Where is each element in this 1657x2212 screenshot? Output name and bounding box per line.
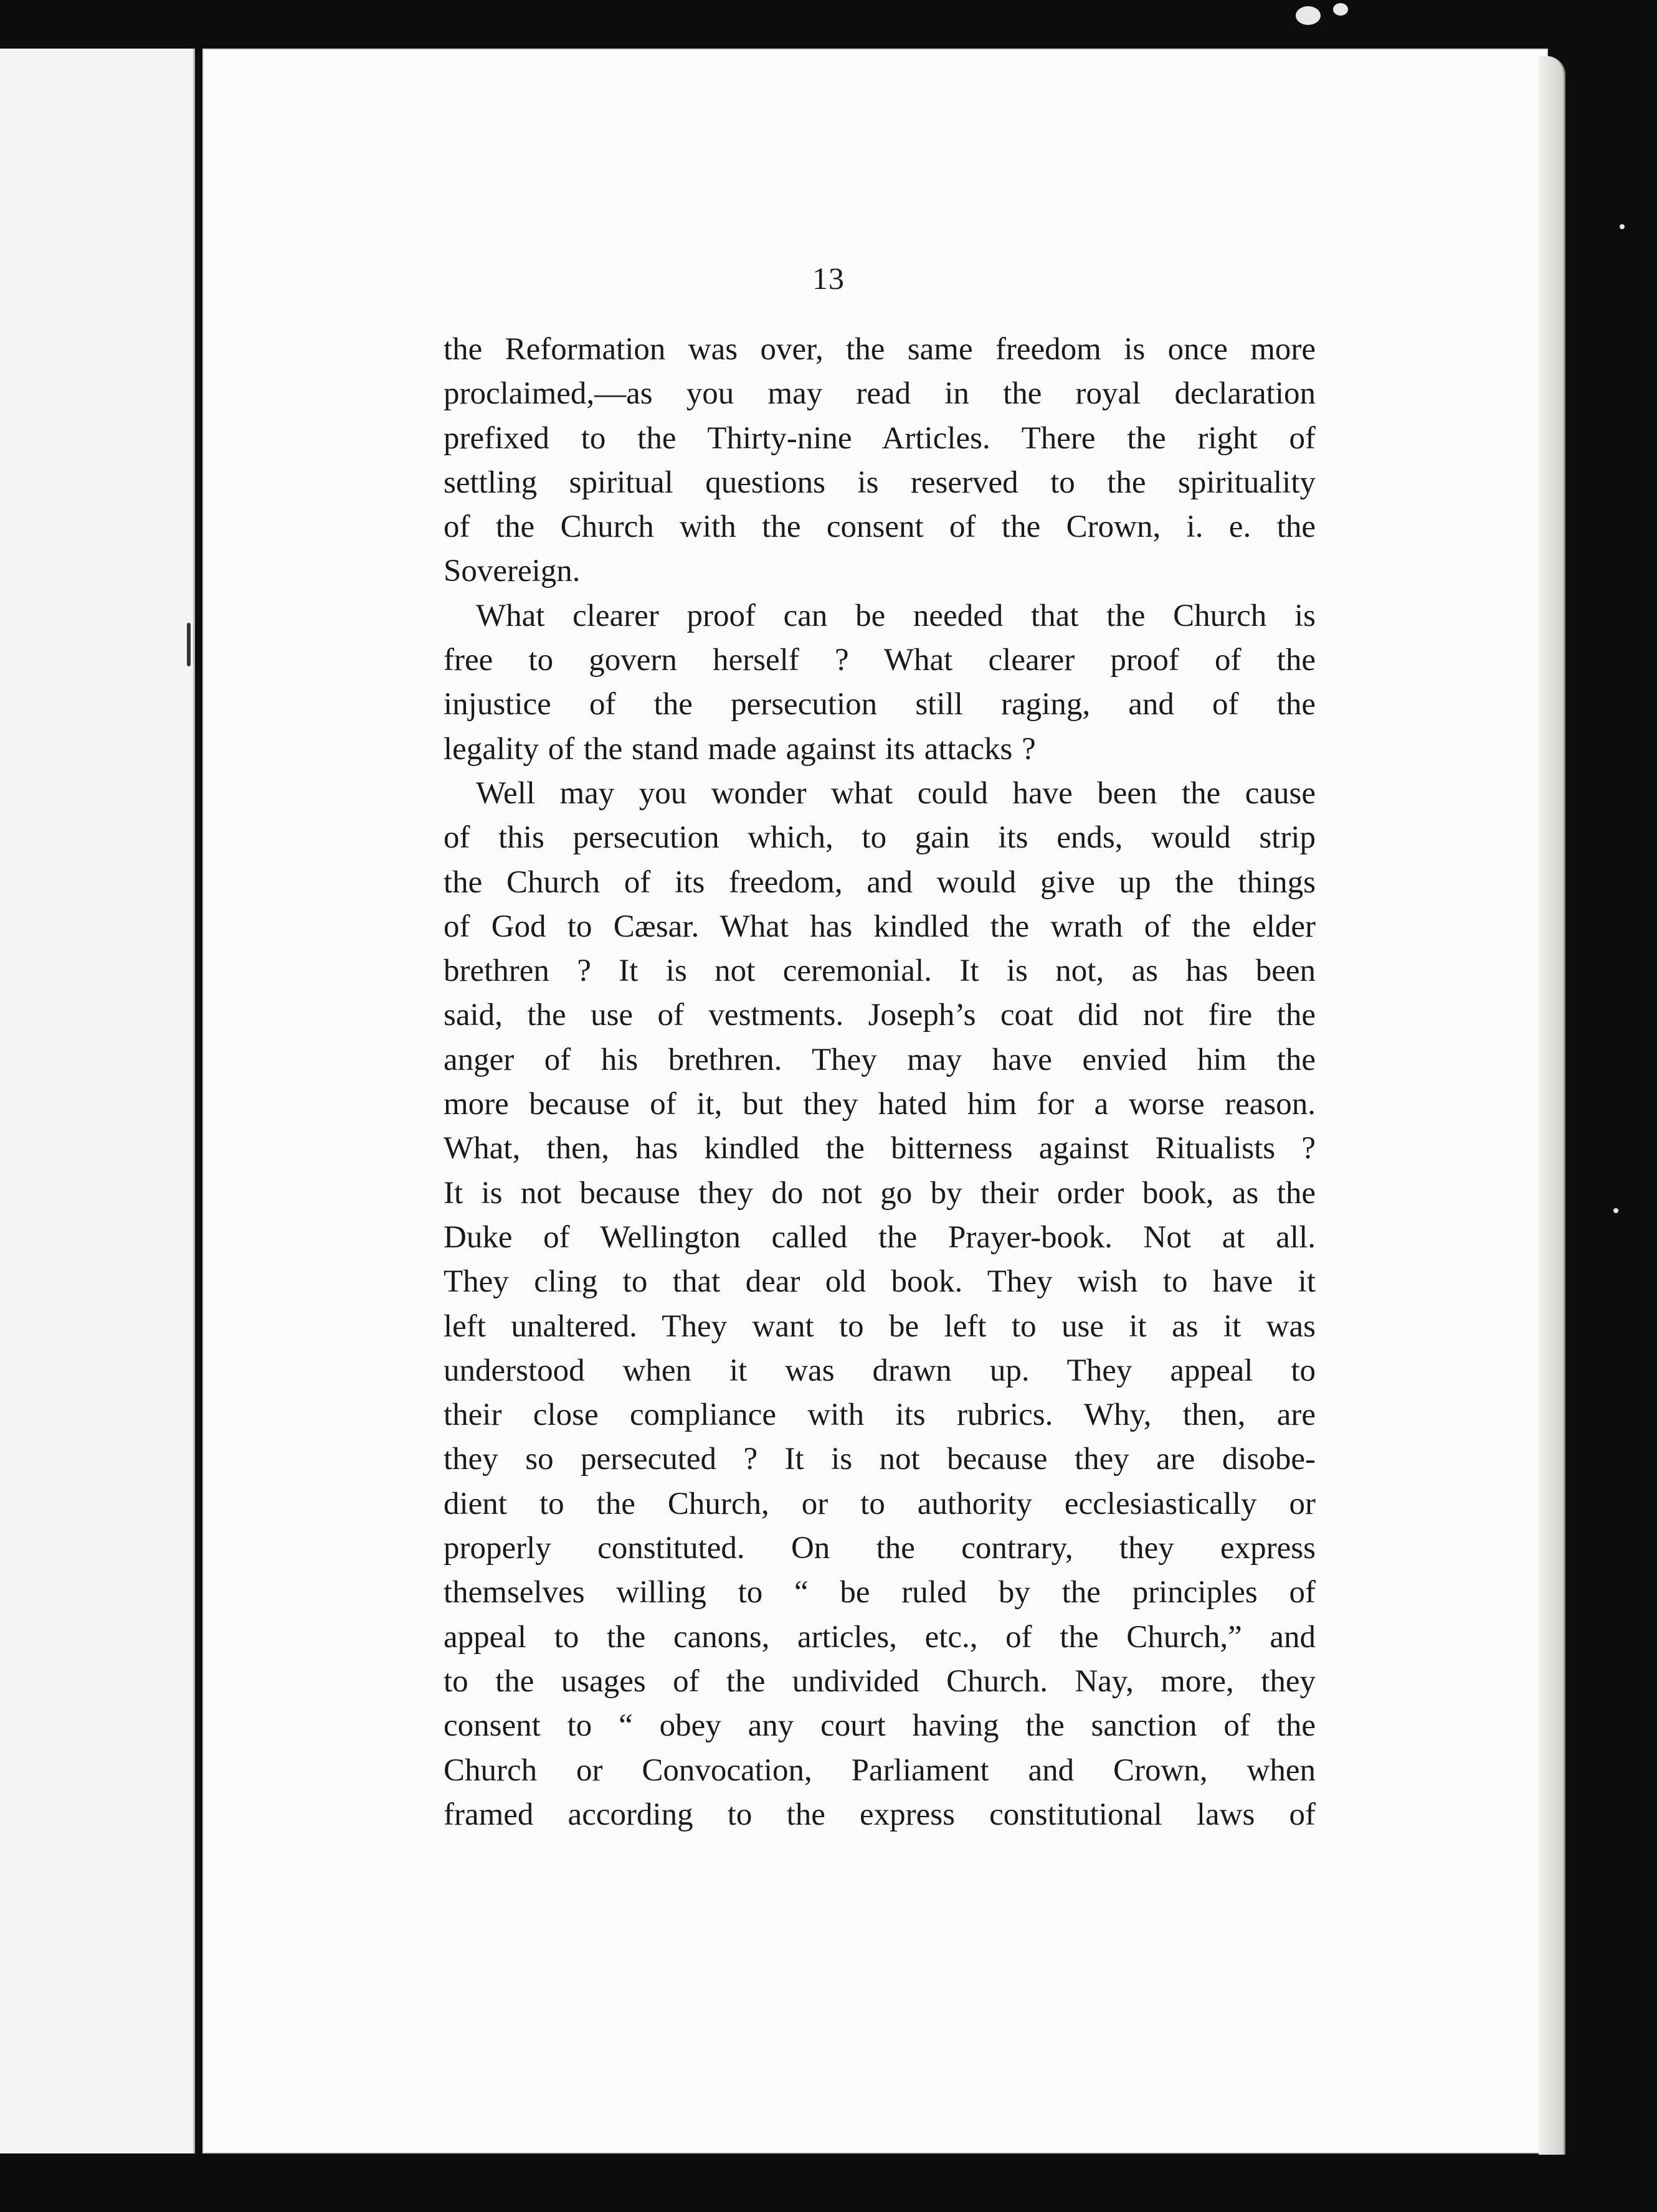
text-line: legality of the stand made against its attacks ?	[444, 731, 1036, 767]
page-right-edge	[1539, 56, 1565, 2155]
body-text	[444, 328, 1316, 1837]
text-line: framed according to the express constitutional laws of	[444, 1797, 1316, 1832]
text-line: What clearer proof can be needed that the Church is	[476, 598, 1316, 633]
text-line: Well may you wonder what could have been the cause	[476, 775, 1316, 811]
text-line: said, the use of vestments. Joseph’s coat did not fire the	[444, 998, 1316, 1033]
text-line: of God to Cæsar. What has kindled the wrath of the elder	[444, 909, 1316, 944]
text-line: understood when it was drawn up. They appeal to	[444, 1353, 1316, 1388]
text-line: They cling to that dear old book. They wish to have it	[444, 1264, 1316, 1300]
text-line: dient to the Church, or to authority ecclesiastically or	[444, 1486, 1316, 1521]
text-line: Sovereign.	[444, 554, 581, 589]
scan-speck	[1620, 224, 1625, 229]
text-line: proclaimed,—as you may read in the royal declaration	[444, 376, 1316, 412]
scan-speck	[1333, 3, 1348, 16]
text-line: What, then, has kindled the bitterness against Ritualists ?	[444, 1131, 1316, 1166]
text-line: injustice of the persecution still raging, and of the	[444, 687, 1316, 722]
text-line: prefixed to the Thirty-nine Articles. There the right of	[444, 420, 1316, 456]
text-line: the Church of its freedom, and would give up the things	[444, 864, 1316, 900]
text-line: to the usages of the undivided Church. Nay, more, they	[444, 1663, 1316, 1699]
text-line: brethren ? It is not ceremonial. It is not, as has been	[444, 953, 1316, 989]
text-line: left unaltered. They want to be left to use it as it was	[444, 1308, 1316, 1344]
text-line: It is not because they do not go by their order book, as the	[444, 1175, 1316, 1211]
text-line: free to govern herself ? What clearer proof of the	[444, 643, 1316, 678]
text-line: of this persecution which, to gain its ends, would strip	[444, 820, 1316, 856]
text-line: properly constituted. On the contrary, they express	[444, 1531, 1316, 1566]
scan-speck	[1613, 1208, 1618, 1213]
text-line: the Reformation was over, the same freedom is once more	[444, 332, 1316, 367]
text-line: Duke of Wellington called the Prayer-book. Not at all.	[444, 1219, 1316, 1255]
text-line: their close compliance with its rubrics. Why, then, are	[444, 1397, 1316, 1433]
text-line: anger of his brethren. They may have envied him the	[444, 1042, 1316, 1077]
text-line: consent to “ obey any court having the sanction of the	[444, 1708, 1316, 1744]
text-line: appeal to the canons, articles, etc., of the Church,” and	[444, 1619, 1316, 1655]
text-line: they so persecuted ? It is not because they are disobe-	[444, 1442, 1316, 1477]
text-line: more because of it, but they hated him for a worse reason.	[444, 1087, 1316, 1122]
page-number: 13	[812, 261, 845, 296]
text-line: settling spiritual questions is reserved to the spirituality	[444, 465, 1316, 500]
page-fold-mark	[187, 623, 191, 666]
text-line: Church or Convocation, Parliament and Crown, when	[444, 1752, 1316, 1788]
scan-speck	[1296, 6, 1321, 25]
previous-page-edge	[0, 49, 195, 2153]
text-line: of the Church with the consent of the Crown, i. e. the	[444, 509, 1316, 545]
text-line: themselves willing to “ be ruled by the principles of	[444, 1575, 1316, 1610]
